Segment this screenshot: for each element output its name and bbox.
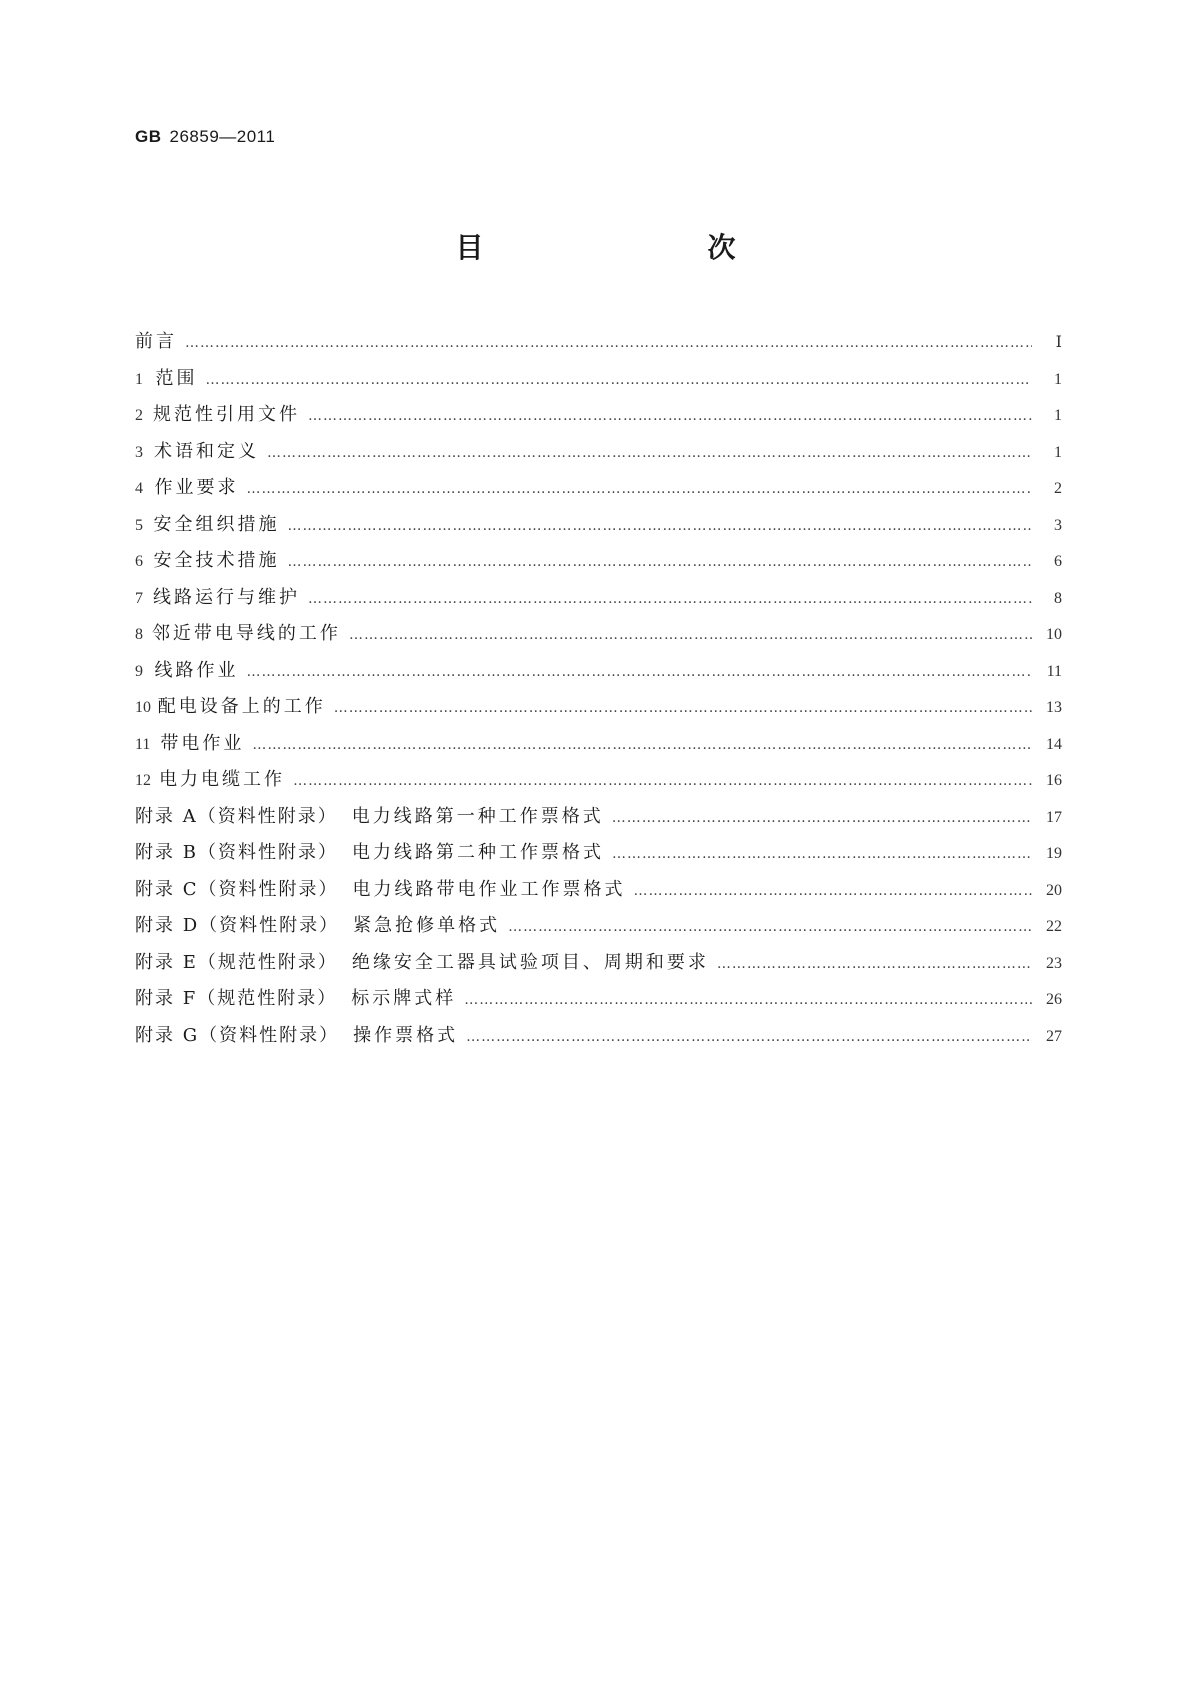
toc-entry-1[interactable] — [135, 364, 1062, 401]
toc-entry-title: 绝缘安全工器具试验项目、周期和要求 — [351, 951, 709, 973]
toc-page-number: 16 — [1046, 772, 1062, 789]
standard-code — [135, 127, 275, 147]
toc-entry-number: 6 — [135, 553, 143, 570]
toc-leader-dots — [349, 627, 1032, 643]
toc-appendix-label: 附录 G（资料性附录） — [135, 1024, 340, 1046]
toc-appendix-label: 附录 F（规范性附录） — [135, 988, 338, 1009]
toc-entry-appendix-e[interactable] — [135, 948, 1062, 985]
toc-leader-dots — [464, 992, 1032, 1008]
toc-leader-dots — [246, 664, 1032, 680]
toc-entry-7[interactable] — [135, 583, 1062, 620]
toc-title: 目 次 — [455, 231, 792, 264]
toc-page-number: 20 — [1046, 881, 1062, 899]
toc-entry-number: 5 — [135, 516, 143, 534]
toc-leader-dots — [252, 737, 1032, 753]
toc-entry-appendix-d[interactable] — [135, 911, 1062, 948]
toc-entry-title: 紧急抢修单格式 — [353, 915, 501, 936]
toc-leader-dots — [185, 335, 1032, 351]
toc-entry-number: 7 — [135, 589, 143, 607]
toc-leader-dots — [308, 591, 1032, 607]
toc-appendix-label: 附录 A（资料性附录） — [135, 805, 338, 827]
toc-entry-number: 2 — [135, 407, 143, 424]
toc-entry-title: 带电作业 — [160, 732, 245, 754]
toc-appendix-label: 附录 B（资料性附录） — [135, 842, 338, 863]
toc-entry-number: 11 — [135, 735, 151, 753]
toc-page-number: 11 — [1046, 662, 1062, 680]
toc-entry-number: 4 — [135, 480, 143, 497]
toc-entry-title: 电力线路带电作业工作票格式 — [352, 878, 626, 900]
toc-appendix-label: 附录 D（资料性附录） — [135, 915, 340, 936]
toc-entry-6[interactable] — [135, 546, 1062, 583]
toc-entry-4[interactable] — [135, 473, 1062, 510]
toc-entry-number: 9 — [135, 662, 143, 680]
toc-entry-appendix-g[interactable] — [135, 1021, 1062, 1058]
toc-leader-dots — [246, 481, 1032, 497]
toc-entry-title: 作业要求 — [154, 477, 239, 498]
toc-entry-number: 12 — [135, 772, 151, 789]
toc-page-number: 23 — [1046, 954, 1062, 972]
toc-entry-title: 电力电缆工作 — [159, 769, 286, 790]
toc-leader-dots — [293, 773, 1032, 789]
toc-leader-dots — [717, 956, 1032, 972]
toc-page-number: 6 — [1054, 553, 1062, 570]
toc-page-number: 1 — [1054, 407, 1062, 424]
toc-entry-title: 安全组织措施 — [153, 513, 280, 535]
toc-page-number: 8 — [1054, 589, 1062, 607]
toc-entry-appendix-f[interactable] — [135, 984, 1062, 1021]
toc-entry-title: 安全技术措施 — [153, 550, 280, 571]
toc-entry-title: 术语和定义 — [153, 440, 259, 462]
toc-page-number: 22 — [1046, 918, 1062, 935]
standard-prefix: GB — [135, 127, 162, 146]
toc-entry-appendix-c[interactable] — [135, 875, 1062, 912]
toc-entry-title: 前言 — [135, 331, 177, 352]
toc-entry-appendix-b[interactable] — [135, 838, 1062, 875]
toc-page-number: 10 — [1046, 626, 1062, 643]
standard-number: 26859—2011 — [169, 127, 276, 146]
toc-entry-title: 电力线路第二种工作票格式 — [351, 842, 604, 863]
toc-page-number: 1 — [1054, 443, 1062, 461]
toc-page-number: 13 — [1046, 699, 1062, 716]
toc-appendix-label: 附录 E（规范性附录） — [135, 951, 338, 973]
toc-leader-dots — [334, 700, 1032, 716]
toc-entry-title: 范围 — [155, 367, 198, 389]
toc-entry-title: 邻近带电导线的工作 — [151, 623, 341, 644]
toc-entry-2[interactable] — [135, 400, 1062, 437]
toc-leader-dots — [634, 883, 1033, 899]
toc-entry-10[interactable] — [135, 692, 1062, 729]
toc-entry-title: 线路运行与维护 — [152, 586, 300, 608]
toc-entry-number: 10 — [135, 699, 151, 716]
toc-leader-dots — [612, 846, 1032, 862]
toc-entry-number: 8 — [135, 626, 143, 643]
toc-entry-title: 操作票格式 — [353, 1024, 459, 1046]
toc-entry-title: 线路作业 — [154, 659, 239, 681]
toc-entry-3[interactable] — [135, 437, 1062, 474]
toc-page-number: 26 — [1046, 991, 1062, 1008]
toc-entry-number: 3 — [135, 443, 143, 461]
toc-entry-title: 规范性引用文件 — [152, 404, 300, 425]
toc-leader-dots — [466, 1029, 1032, 1045]
toc-leader-dots — [287, 554, 1032, 570]
toc-entry-foreword[interactable] — [135, 327, 1062, 364]
toc-entry-12[interactable] — [135, 765, 1062, 802]
toc-entry-title: 标示牌式样 — [351, 988, 457, 1009]
table-of-contents — [135, 327, 1062, 1057]
toc-appendix-label: 附录 C（资料性附录） — [135, 878, 339, 900]
toc-entry-9[interactable] — [135, 656, 1062, 693]
toc-leader-dots — [612, 810, 1032, 826]
toc-leader-dots — [267, 445, 1032, 461]
toc-page-number: Ⅰ — [1055, 334, 1062, 351]
toc-page-number: 1 — [1054, 370, 1062, 388]
toc-leader-dots — [206, 372, 1033, 388]
toc-leader-dots — [287, 518, 1032, 534]
toc-page-number: 2 — [1054, 480, 1062, 497]
toc-leader-dots — [308, 408, 1032, 424]
toc-page-number: 14 — [1046, 735, 1062, 753]
toc-page-number: 3 — [1054, 516, 1062, 534]
toc-entry-8[interactable] — [135, 619, 1062, 656]
toc-entry-title: 电力线路第一种工作票格式 — [351, 805, 604, 827]
toc-entry-number: 1 — [135, 370, 143, 388]
toc-leader-dots — [508, 919, 1032, 935]
toc-page-number: 19 — [1046, 845, 1062, 862]
toc-entry-appendix-a[interactable] — [135, 802, 1062, 839]
toc-page-number: 17 — [1046, 808, 1062, 826]
toc-entry-5[interactable] — [135, 510, 1062, 547]
toc-entry-11[interactable] — [135, 729, 1062, 766]
toc-page-number: 27 — [1046, 1027, 1062, 1045]
toc-entry-title: 配电设备上的工作 — [157, 696, 326, 717]
